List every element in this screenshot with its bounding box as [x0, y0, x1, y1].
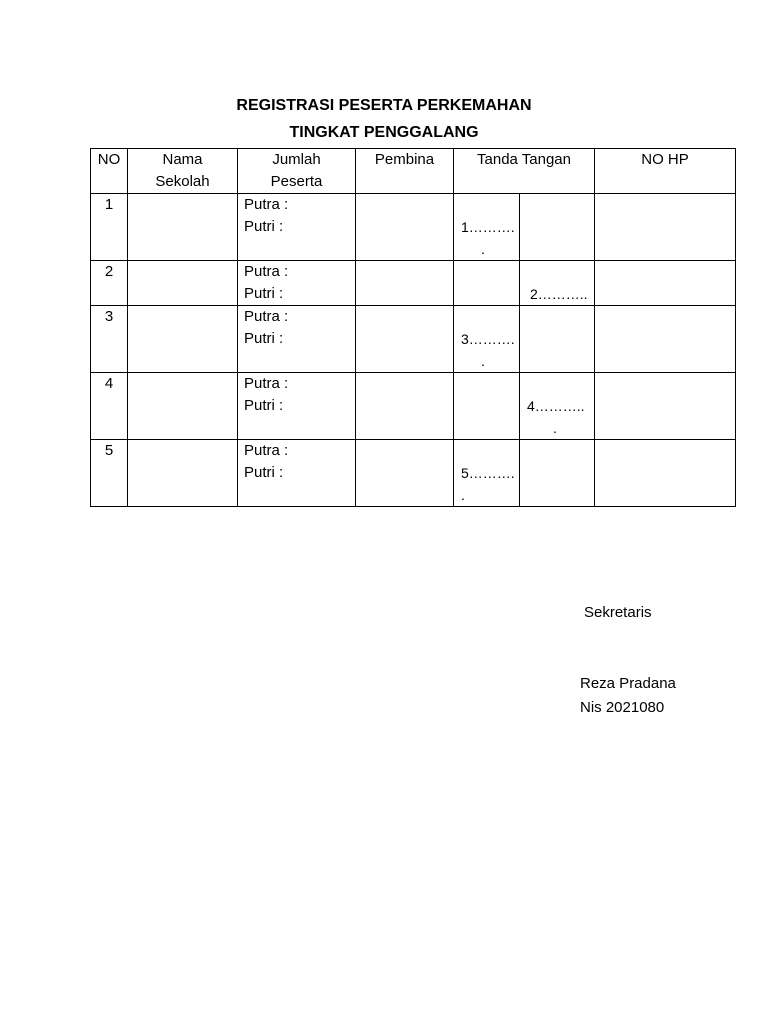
registration-table	[90, 148, 736, 507]
cell-pembina[interactable]	[356, 440, 454, 507]
cell-pembina[interactable]	[356, 194, 454, 261]
header-nama-sekolah: Nama Sekolah	[128, 149, 238, 194]
table-row	[91, 194, 736, 261]
header-no-hp: NO HP	[595, 149, 736, 194]
table-row	[91, 261, 736, 306]
cell-tanda-tangan-left[interactable]	[454, 261, 520, 306]
cell-tanda-tangan-left[interactable]	[454, 306, 520, 373]
putri-label: Putri :	[244, 464, 284, 481]
cell-no: 3	[91, 306, 128, 373]
cell-no-hp[interactable]	[595, 194, 736, 261]
cell-tanda-tangan-left[interactable]	[454, 194, 520, 261]
signature-line: 4……….. .	[527, 398, 585, 436]
cell-no: 2	[91, 261, 128, 306]
cell-tanda-tangan-right[interactable]	[520, 261, 595, 306]
table-row	[91, 373, 736, 440]
putra-label: Putra :	[244, 442, 289, 459]
cell-jumlah-peserta[interactable]	[238, 306, 356, 373]
cell-tanda-tangan-right[interactable]	[520, 373, 595, 440]
cell-no-hp[interactable]	[595, 261, 736, 306]
header-jumlah-peserta: Jumlah Peserta	[238, 149, 356, 194]
signature-line: 3………. .	[461, 331, 515, 369]
cell-no: 1	[91, 194, 128, 261]
putri-label: Putri :	[244, 397, 284, 414]
cell-tanda-tangan-left[interactable]	[454, 440, 520, 507]
cell-nama-sekolah[interactable]	[128, 261, 238, 306]
putri-label: Putri :	[244, 330, 284, 347]
cell-pembina[interactable]	[356, 306, 454, 373]
cell-jumlah-peserta[interactable]	[238, 261, 356, 306]
putri-label: Putri :	[244, 218, 284, 235]
cell-nama-sekolah[interactable]	[128, 194, 238, 261]
signatory-name: Reza Pradana	[580, 675, 676, 692]
header-no: NO	[91, 149, 128, 194]
cell-pembina[interactable]	[356, 373, 454, 440]
cell-tanda-tangan-left[interactable]	[454, 373, 520, 440]
putri-label: Putri :	[244, 285, 284, 302]
cell-nama-sekolah[interactable]	[128, 373, 238, 440]
header-pembina: Pembina	[356, 149, 454, 194]
cell-no: 4	[91, 373, 128, 440]
cell-nama-sekolah[interactable]	[128, 306, 238, 373]
cell-tanda-tangan-right[interactable]	[520, 194, 595, 261]
table-row	[91, 440, 736, 507]
cell-no: 5	[91, 440, 128, 507]
cell-nama-sekolah[interactable]	[128, 440, 238, 507]
signature-line: 1………. .	[461, 219, 515, 257]
putra-label: Putra :	[244, 196, 289, 213]
table-header-row	[91, 149, 736, 194]
signature-line: 2………..	[530, 286, 588, 302]
cell-no-hp[interactable]	[595, 440, 736, 507]
putra-label: Putra :	[244, 308, 289, 325]
cell-jumlah-peserta[interactable]	[238, 194, 356, 261]
header-tanda-tangan: Tanda Tangan	[454, 149, 595, 194]
signature-line: 5………. .	[461, 465, 515, 503]
signatory-nis: Nis 2021080	[580, 699, 665, 716]
cell-jumlah-peserta[interactable]	[238, 440, 356, 507]
cell-no-hp[interactable]	[595, 306, 736, 373]
document-subtitle: TINGKAT PENGGALANG	[289, 124, 479, 141]
cell-jumlah-peserta[interactable]	[238, 373, 356, 440]
cell-pembina[interactable]	[356, 261, 454, 306]
cell-tanda-tangan-right[interactable]	[520, 440, 595, 507]
table-row	[91, 306, 736, 373]
putra-label: Putra :	[244, 263, 289, 280]
putra-label: Putra :	[244, 375, 289, 392]
signatory-role: Sekretaris	[584, 604, 652, 621]
document-title: REGISTRASI PESERTA PERKEMAHAN	[236, 97, 532, 114]
cell-no-hp[interactable]	[595, 373, 736, 440]
cell-tanda-tangan-right[interactable]	[520, 306, 595, 373]
